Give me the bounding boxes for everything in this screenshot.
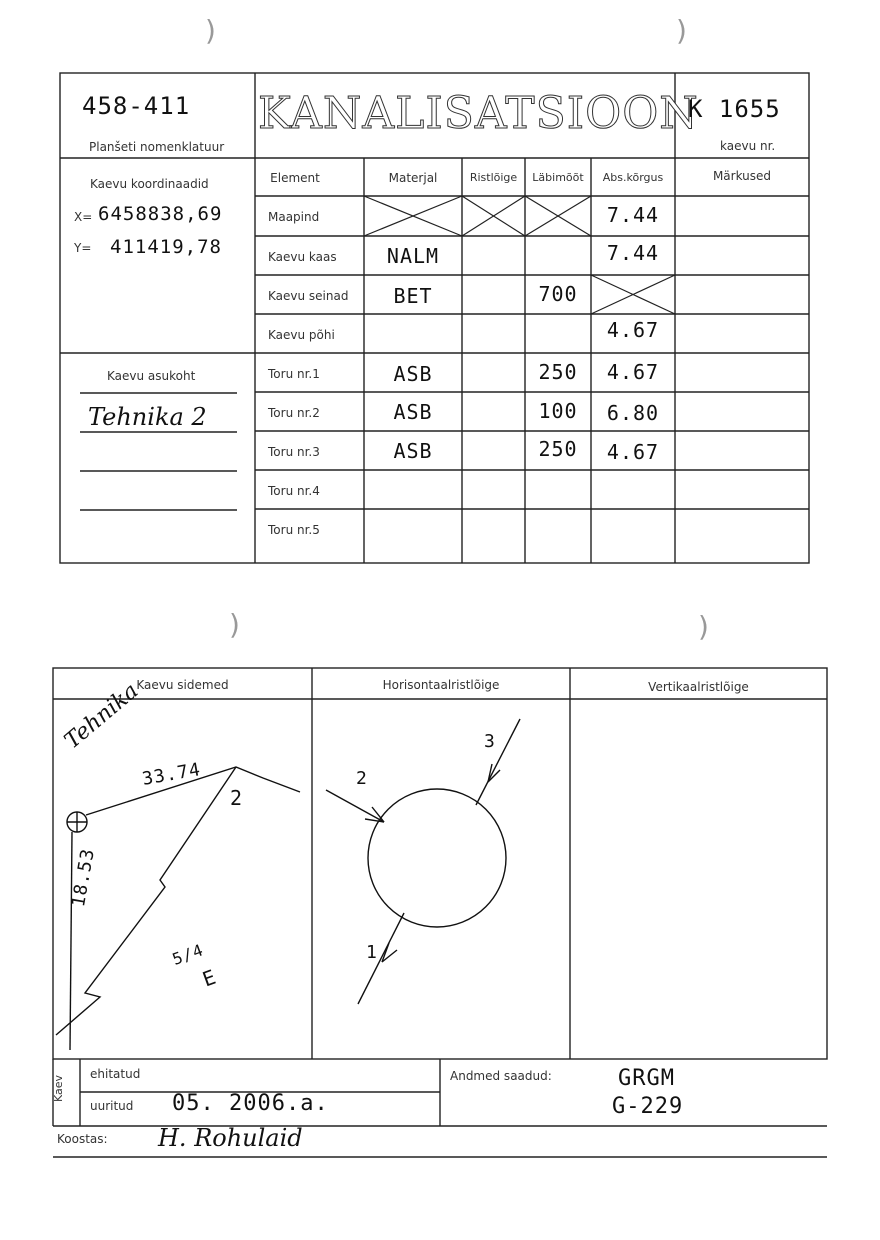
compiler-label: Koostas: <box>57 1132 108 1146</box>
row-height: 4.67 <box>606 360 660 384</box>
compiler-value: H. Rohulaid <box>158 1124 303 1152</box>
well-number-label: kaevu nr. <box>720 139 776 153</box>
well-number-value: K 1655 <box>688 95 781 123</box>
pipe-number: 1 <box>366 942 378 963</box>
header-element: Element <box>270 171 320 185</box>
row-element: Kaevu seinad <box>268 289 349 303</box>
coord-y-label: Y= <box>74 241 92 255</box>
pipe-number: 3 <box>484 731 496 752</box>
row-height: 4.67 <box>606 440 660 464</box>
location-sketch <box>56 767 300 1050</box>
horizontal-section-drawing <box>326 719 520 1004</box>
row-material: NALM <box>386 244 440 268</box>
sketch-mark: 2 <box>230 786 244 810</box>
sketch-street-name: Tehnika <box>60 678 144 755</box>
nomenclature-label: Planšeti nomenklatuur <box>89 140 225 154</box>
row-height: 6.80 <box>606 401 660 425</box>
surveyed-label: uuritud <box>90 1099 134 1113</box>
pipe-number: 2 <box>356 768 368 789</box>
row-height: 4.67 <box>606 318 660 342</box>
punch-hole-mark: ) <box>229 608 240 641</box>
surveyed-value: 05. 2006.a. <box>172 1091 329 1116</box>
nomenclature-value: 458-411 <box>82 92 191 120</box>
location-label: Kaevu asukoht <box>107 369 196 383</box>
header-material: Materjal <box>388 171 438 185</box>
row-material: ASB <box>393 362 433 386</box>
card-title: KANALISATSIOON <box>258 88 699 139</box>
header-well-ties: Kaevu sidemed <box>136 678 229 692</box>
location-value: Tehnika 2 <box>88 403 207 431</box>
row-material: ASB <box>393 439 433 463</box>
header-abs-height: Abs.kõrgus <box>602 171 664 184</box>
punch-hole-mark: ) <box>205 14 216 47</box>
header-notes: Märkused <box>712 169 772 183</box>
row-material: BET <box>393 284 433 308</box>
header-cross-section: Ristlõige <box>469 171 518 184</box>
row-height: 7.44 <box>606 203 660 227</box>
row-element: Toru nr.4 <box>268 484 320 498</box>
row-element: Kaevu kaas <box>268 250 337 264</box>
punch-hole-mark: ) <box>698 610 709 643</box>
row-diameter: 250 <box>538 360 578 384</box>
row-diameter: 250 <box>538 437 578 461</box>
coord-x-value: 6458838,69 <box>98 203 223 225</box>
header-vertical-section: Vertikaalristlõige <box>648 680 749 694</box>
coordinates-label: Kaevu koordinaadid <box>90 177 209 191</box>
header-horizontal-section: Horisontaalristlõige <box>382 678 500 692</box>
built-label: ehitatud <box>90 1067 141 1081</box>
row-material: ASB <box>393 400 433 424</box>
row-element: Kaevu põhi <box>268 328 335 342</box>
data-source-value: GRGM <box>618 1066 675 1091</box>
row-height: 7.44 <box>606 241 660 265</box>
coord-x-label: X= <box>74 210 93 224</box>
row-element: Toru nr.3 <box>268 445 320 459</box>
sketch-distance-2: 18.53 <box>68 846 99 909</box>
sketch-mark: 5/4 <box>169 940 207 969</box>
well-side-label: Kaev <box>52 1074 65 1102</box>
header-diameter: Läbimõõt <box>532 171 584 184</box>
row-diameter: 700 <box>538 282 578 306</box>
row-element: Toru nr.5 <box>268 523 320 537</box>
row-element: Maapind <box>268 210 320 224</box>
sketch-distance-1: 33.74 <box>140 759 203 790</box>
row-element: Toru nr.1 <box>268 367 320 381</box>
data-source-value: G-229 <box>612 1094 684 1119</box>
data-source-label: Andmed saadud: <box>450 1069 552 1083</box>
row-diameter: 100 <box>538 399 578 423</box>
row-element: Toru nr.2 <box>268 406 320 420</box>
sketch-mark: E <box>199 964 220 992</box>
coord-y-value: 411419,78 <box>110 236 222 258</box>
punch-hole-mark: ) <box>676 14 687 47</box>
